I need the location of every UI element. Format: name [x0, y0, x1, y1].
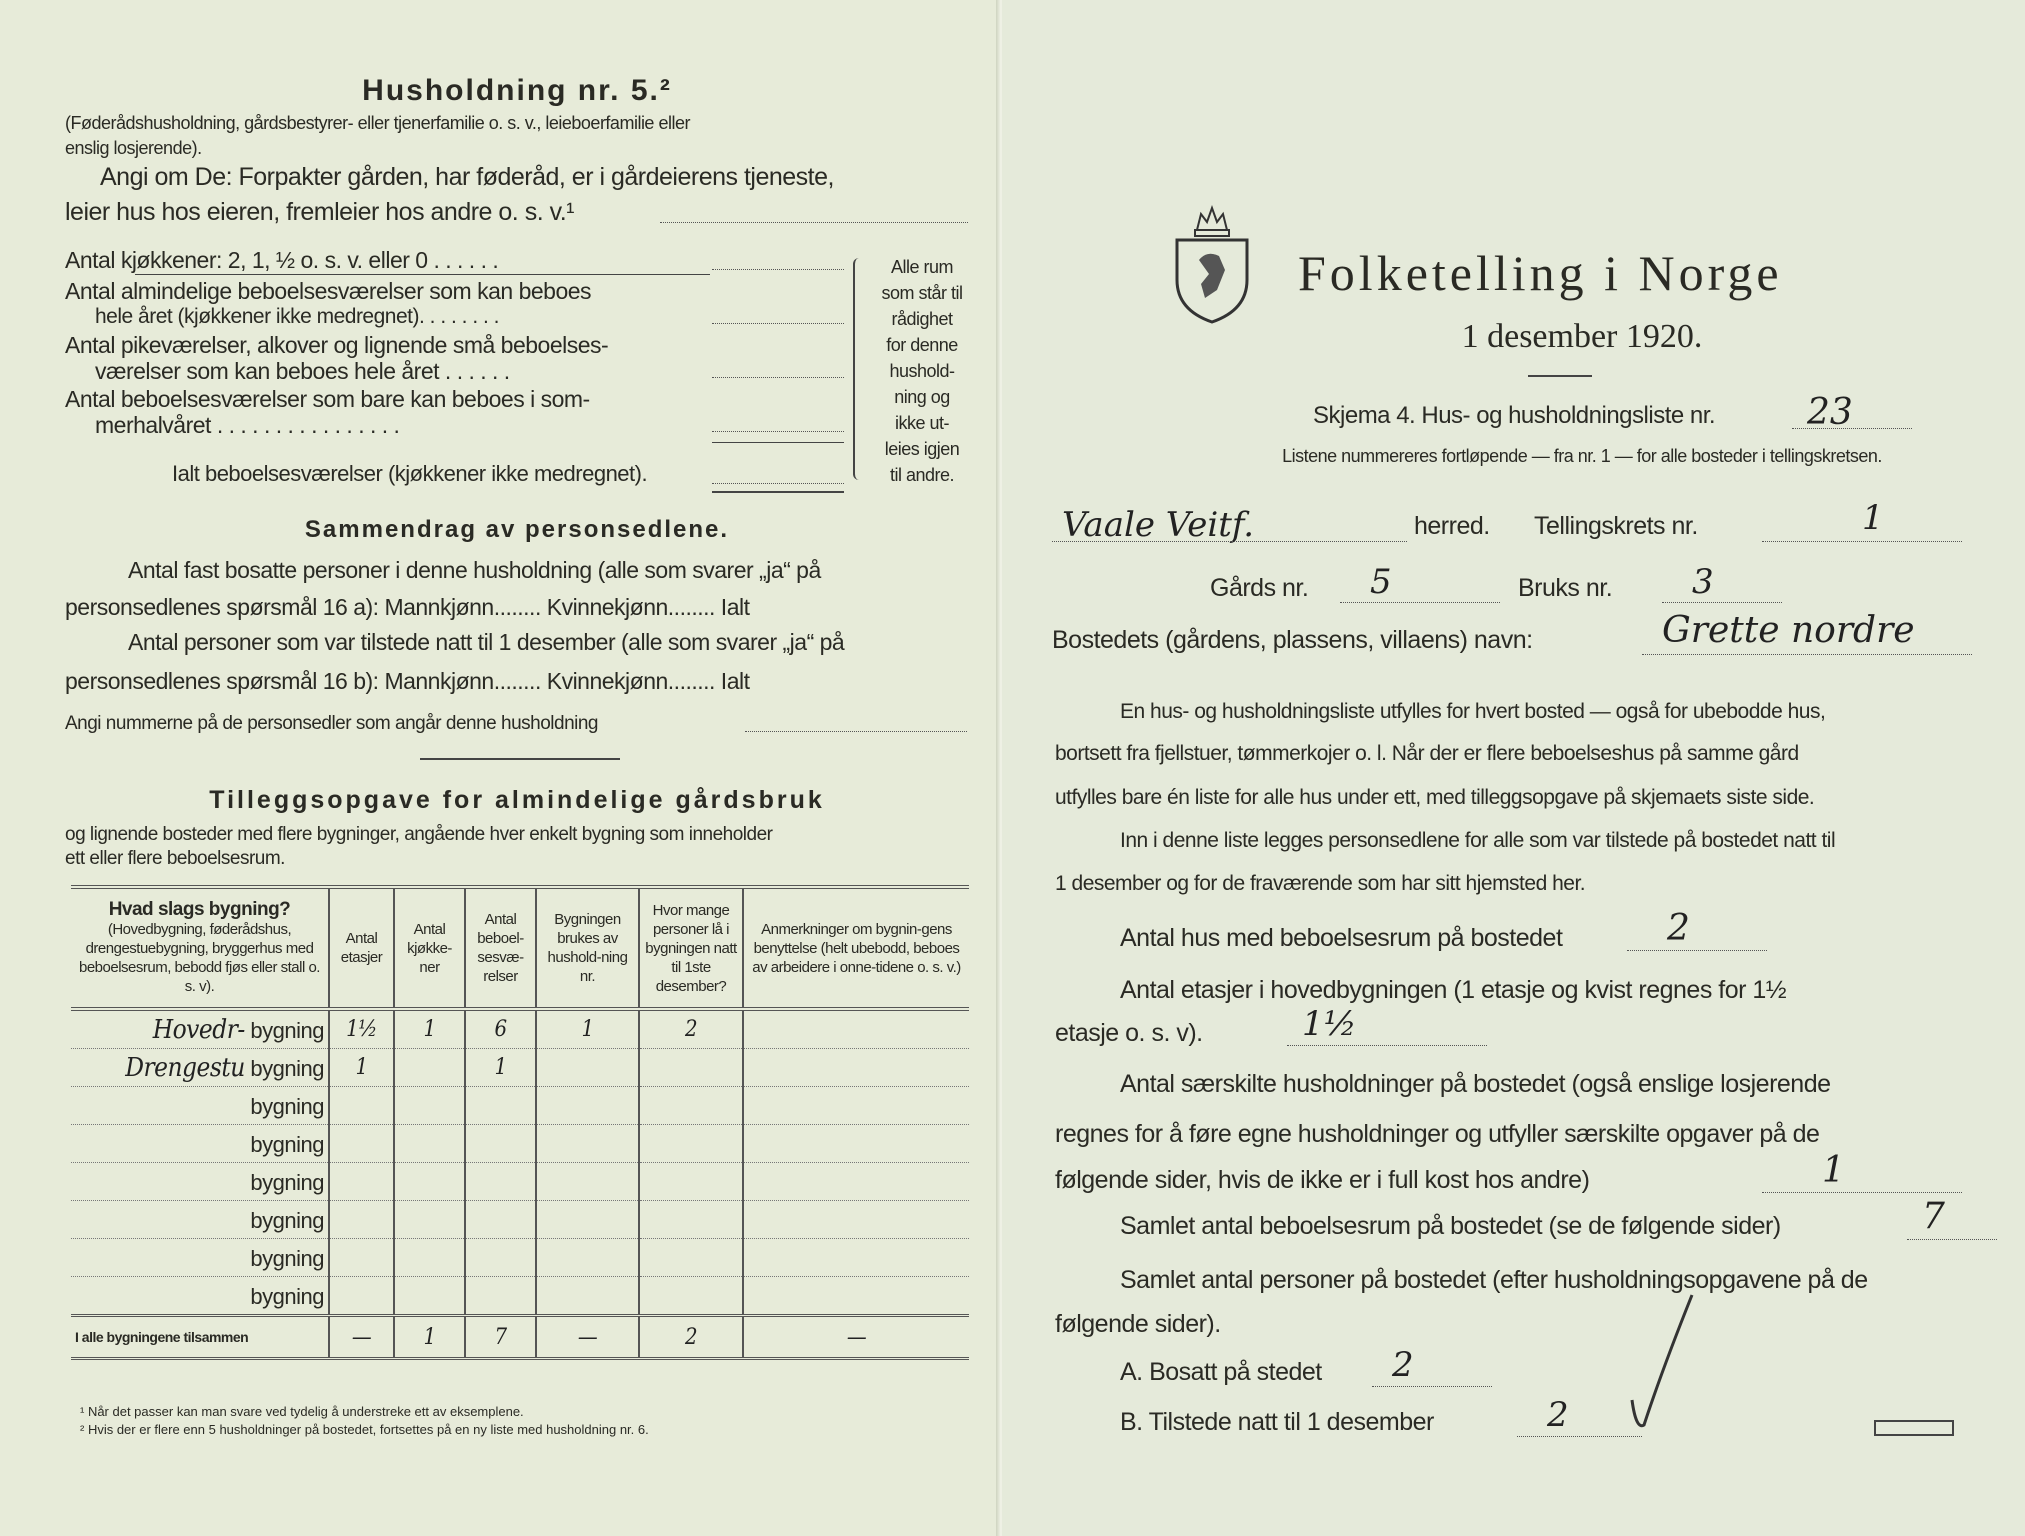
gards-label: Gårds nr.	[1210, 574, 1309, 602]
table-cell: 6	[465, 1009, 536, 1049]
table-cell	[536, 1201, 639, 1239]
total-cell: 1	[394, 1316, 465, 1359]
brace-note: Alle rum som står til rådighet for denne hushold- ning og ikke ut- leies igjen til andre.	[881, 257, 963, 485]
table-cell	[394, 1239, 465, 1277]
table-cell	[639, 1239, 743, 1277]
table-header-row	[71, 887, 969, 1009]
table-cell	[743, 1009, 969, 1049]
table-row	[71, 1049, 969, 1087]
rooms-line: hele året (kjøkkener ikke medregnet). . . . . . . .	[95, 305, 499, 328]
brace	[853, 258, 865, 480]
buildings-table	[71, 885, 969, 1360]
table-cell	[639, 1277, 743, 1316]
q-bosatt-value: 2	[1392, 1345, 1414, 1385]
table-cell	[329, 1277, 394, 1316]
extra-line: og lignende bosteder med flere bygninger, angående hver enkelt bygning som inneholder	[65, 824, 773, 845]
bosted-value: Grette nordre	[1662, 610, 1915, 651]
building-type-cell	[71, 1087, 329, 1125]
table-cell	[743, 1125, 969, 1163]
col-header-floors: Antal etasjer	[329, 887, 394, 1009]
total-cell: 2	[639, 1316, 743, 1359]
total-label: I alle bygningene tilsammen	[71, 1316, 329, 1359]
total-cell: —	[329, 1316, 394, 1359]
rooms-line: værelser som kan beboes hele året . . . . . .	[95, 358, 510, 384]
table-cell	[743, 1163, 969, 1201]
skjema-label: Skjema 4. Hus- og husholdningsliste nr.	[1313, 402, 1716, 429]
building-suffix: bygning	[250, 1283, 324, 1309]
building-suffix: bygning	[250, 1131, 324, 1157]
summary-line: Angi nummerne på de personsedler som angår denne husholdning	[65, 713, 598, 734]
q-etasjer: etasje o. s. v).	[1055, 1019, 1203, 1047]
building-type-cell	[71, 1277, 329, 1316]
building-type-cell	[71, 1049, 329, 1087]
q-tilstede: B. Tilstede natt til 1 desember	[1120, 1408, 1434, 1436]
table-cell	[394, 1049, 465, 1087]
printer-stamp	[1874, 1420, 1954, 1436]
building-type-cell	[71, 1163, 329, 1201]
extra-line: ett eller flere beboelsesrum.	[65, 848, 285, 869]
table-cell	[639, 1163, 743, 1201]
tellingskrets-value: 1	[1862, 498, 1884, 538]
rooms-total-line: Ialt beboelsesværelser (kjøkkener ikke medregnet).	[172, 461, 648, 486]
q-hus-value: 2	[1667, 908, 1690, 949]
col-header-rooms: Antal beboel-sesvæ-relser	[465, 887, 536, 1009]
table-total-row	[71, 1316, 969, 1359]
total-cell: —	[743, 1316, 969, 1359]
building-suffix: bygning	[250, 1017, 324, 1043]
q-bosatt: A. Bosatt på stedet	[1120, 1358, 1322, 1386]
rooms-line: Antal pikeværelser, alkover og lignende små beboelses-	[65, 332, 609, 358]
table-cell	[743, 1049, 969, 1087]
summary-line: Antal personer som var tilstede natt til 1 desember (alle som svarer „ja“ på	[128, 629, 845, 655]
left-page	[0, 0, 1000, 1536]
q-husholdninger-value: 1	[1822, 1150, 1845, 1191]
table-cell	[743, 1277, 969, 1316]
table-cell: 1	[536, 1009, 639, 1049]
table-cell	[465, 1239, 536, 1277]
table-cell	[394, 1125, 465, 1163]
footnote: ¹ Når det passer kan man svare ved tydelig å understreke ett av eksemplene.	[80, 1404, 524, 1419]
table-row	[71, 1009, 969, 1049]
table-cell	[465, 1125, 536, 1163]
table-cell	[536, 1239, 639, 1277]
table-row	[71, 1087, 969, 1125]
q-personer: følgende sider).	[1055, 1310, 1221, 1338]
checkmark-icon	[1622, 1290, 1702, 1440]
table-cell	[743, 1239, 969, 1277]
rooms-line: merhalvåret . . . . . . . . . . . . . . . .	[95, 412, 400, 438]
table-row	[71, 1239, 969, 1277]
q-hus: Antal hus med beboelsesrum på bostedet	[1120, 924, 1563, 952]
table-cell	[329, 1163, 394, 1201]
table-cell	[465, 1087, 536, 1125]
bruks-label: Bruks nr.	[1518, 574, 1613, 602]
table-row	[71, 1163, 969, 1201]
col-header-kitchens: Antal kjøkke-ner	[394, 887, 465, 1009]
q-etasjer-value: 1½	[1302, 1004, 1357, 1044]
building-name: Drengestu	[125, 1052, 245, 1083]
table-cell	[394, 1163, 465, 1201]
table-cell	[743, 1087, 969, 1125]
bruks-value: 3	[1692, 562, 1714, 602]
q-tilstede-value: 2	[1547, 1395, 1569, 1435]
summary-title: Sammendrag av personsedlene.	[304, 516, 730, 543]
table-cell	[465, 1277, 536, 1316]
building-suffix: bygning	[250, 1207, 324, 1233]
table-cell	[536, 1163, 639, 1201]
building-type-cell	[71, 1239, 329, 1277]
total-cell: —	[536, 1316, 639, 1359]
table-cell	[329, 1239, 394, 1277]
angi-line: leier hus hos eieren, fremleier hos andre o. s. v.¹	[65, 198, 575, 226]
bosted-label: Bostedets (gårdens, plassens, villaens) navn:	[1052, 626, 1533, 654]
table-cell: 1	[394, 1009, 465, 1049]
summary-line: Antal fast bosatte personer i denne husholdning (alle som svarer „ja“ på	[128, 557, 821, 583]
table-cell: 2	[639, 1009, 743, 1049]
intro-line: enslig losjerende).	[65, 138, 202, 158]
q-husholdninger: Antal særskilte husholdninger på bostedet (også enslige losjerende	[1120, 1070, 1831, 1098]
total-cell: 7	[465, 1316, 536, 1359]
table-cell	[394, 1087, 465, 1125]
table-cell	[536, 1125, 639, 1163]
rooms-line: Antal kjøkkener: 2, 1, ½ o. s. v. eller 0 . . . . . .	[65, 247, 499, 273]
table-cell	[536, 1277, 639, 1316]
instruction-line: bortsett fra fjellstuer, tømmerkojer o. l. Når der er flere beboelseshus på samme gård	[1055, 742, 1799, 765]
table-cell	[465, 1201, 536, 1239]
building-type-cell	[71, 1201, 329, 1239]
building-type-cell	[71, 1125, 329, 1163]
intro-line: (Føderådshusholdning, gårdsbestyrer- eller tjenerfamilie o. s. v., leieboerfamilie eller	[65, 113, 690, 133]
instruction-line: utfylles bare én liste for alle hus under ett, med tilleggsopgave på skjemaets siste side.	[1055, 786, 1815, 809]
building-suffix: bygning	[250, 1093, 324, 1119]
building-suffix: bygning	[250, 1169, 324, 1195]
right-page	[1002, 0, 2025, 1536]
extra-title: Tilleggsopgave for almindelige gårdsbruk	[209, 786, 825, 814]
q-rum: Samlet antal beboelsesrum på bostedet (se de følgende sider)	[1120, 1212, 1781, 1240]
q-rum-value: 7	[1922, 1196, 1945, 1237]
table-cell	[639, 1049, 743, 1087]
household-title: Husholdning nr. 5.²	[362, 74, 672, 107]
table-cell	[329, 1125, 394, 1163]
table-cell: 1	[329, 1049, 394, 1087]
building-suffix: bygning	[250, 1245, 324, 1271]
summary-line: personsedlenes spørsmål 16 a): Mannkjønn........ Kvinnekjønn........ Ialt	[65, 594, 750, 620]
table-row	[71, 1125, 969, 1163]
table-cell	[329, 1087, 394, 1125]
herred-label: herred.	[1414, 512, 1490, 540]
rooms-line: Antal beboelsesværelser som bare kan beboes i som-	[65, 386, 590, 412]
instruction-line: Inn i denne liste legges personsedlene for alle som var tilstede på bostedet natt til	[1120, 829, 1836, 852]
col-header-persons: Hvor mange personer lå i bygningen natt til 1ste desember?	[639, 887, 743, 1009]
building-suffix: bygning	[250, 1055, 324, 1081]
census-title: Folketelling i Norge	[1298, 245, 1783, 301]
q-personer: Samlet antal personer på bostedet (efter husholdningsopgavene på de	[1120, 1266, 1868, 1294]
gards-value: 5	[1370, 562, 1392, 602]
summary-line: personsedlenes spørsmål 16 b): Mannkjønn........ Kvinnekjønn........ Ialt	[65, 668, 750, 694]
listene-note: Listene nummereres fortløpende — fra nr. 1 — for alle bosteder i tellingskretsen.	[1282, 446, 1882, 466]
col-header-remarks: Anmerkninger om bygnin-gens benyttelse (helt ubebodd, beboes av arbeidere i onne-tidene o. s. v.)	[743, 887, 969, 1009]
table-cell	[536, 1087, 639, 1125]
table-cell	[329, 1201, 394, 1239]
table-cell	[639, 1087, 743, 1125]
instruction-line: 1 desember og for de fraværende som har sitt hjemsted her.	[1055, 872, 1586, 895]
building-name: Hovedr-	[152, 1014, 245, 1045]
building-type-cell	[71, 1009, 329, 1049]
table-cell	[394, 1201, 465, 1239]
rooms-line: Antal almindelige beboelsesværelser som kan beboes	[65, 278, 592, 304]
angi-line: Angi om De: Forpakter gården, har føderåd, er i gårdeierens tjeneste,	[100, 163, 834, 191]
table-cell: 1	[465, 1049, 536, 1087]
table-cell	[536, 1049, 639, 1087]
herred-value: Vaale Veitf.	[1062, 505, 1255, 545]
list-number: 23	[1807, 392, 1853, 433]
q-husholdninger: regnes for å føre egne husholdninger og utfyller særskilte opgaver på de	[1055, 1120, 1820, 1148]
coat-of-arms-icon	[1169, 200, 1255, 325]
q-husholdninger: følgende sider, hvis de ikke er i full kost hos andre)	[1055, 1166, 1590, 1194]
census-date: 1 desember 1920.	[1461, 318, 1703, 355]
table-cell	[743, 1201, 969, 1239]
table-cell: 1½	[329, 1009, 394, 1049]
table-cell	[639, 1201, 743, 1239]
footnote: ² Hvis der er flere enn 5 husholdninger på bostedet, fortsettes på en ny liste med husholdning nr. 6.	[80, 1422, 649, 1437]
table-cell	[394, 1277, 465, 1316]
instruction-line: En hus- og husholdningsliste utfylles for hvert bosted — også for ubebodde hus,	[1120, 700, 1826, 723]
tellingskrets-label: Tellingskrets nr.	[1534, 512, 1698, 540]
col-header-household: Bygningen brukes av hushold-ning nr.	[536, 887, 639, 1009]
col-header-building: Hvad slags bygning? (Hovedbygning, føderådshus, drengestuebygning, bryggerhus med beboelsesrum, bebodd fjøs eller stall o. s. v).	[71, 887, 329, 1009]
table-cell	[465, 1163, 536, 1201]
table-row	[71, 1201, 969, 1239]
q-etasjer: Antal etasjer i hovedbygningen (1 etasje og kvist regnes for 1½	[1120, 976, 1787, 1004]
table-row	[71, 1277, 969, 1316]
table-cell	[639, 1125, 743, 1163]
